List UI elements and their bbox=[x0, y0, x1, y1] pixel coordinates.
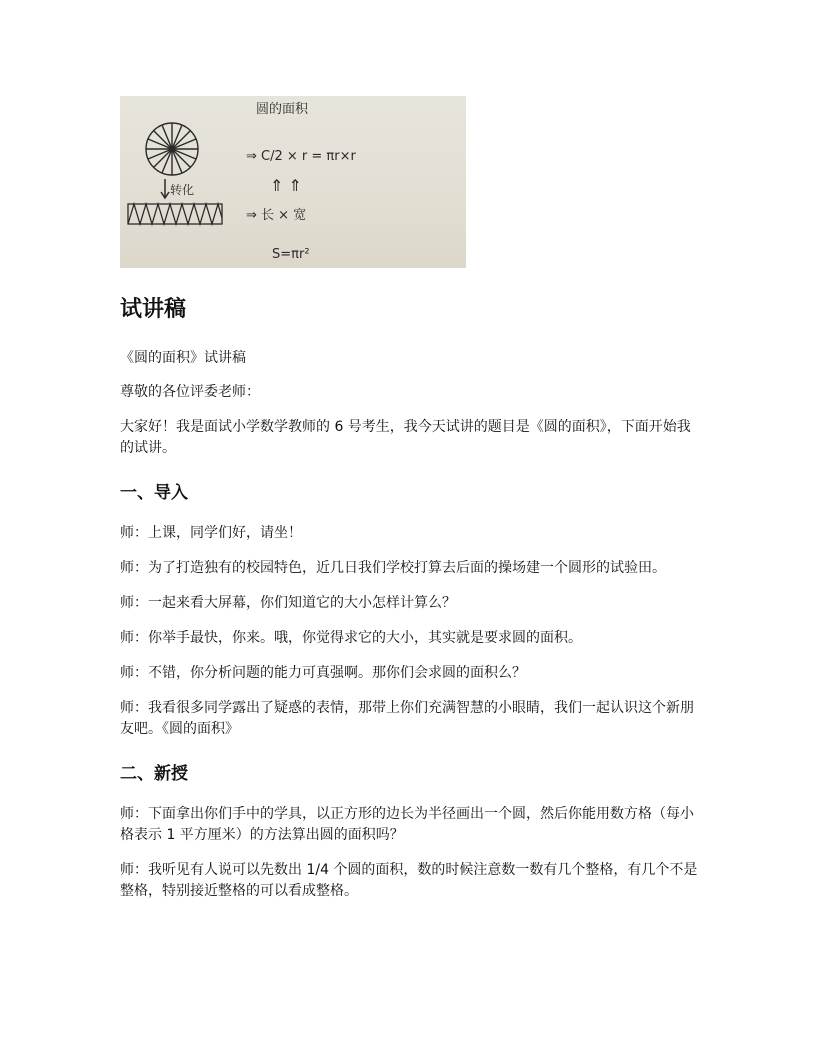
down-arrow-icon bbox=[161, 179, 169, 198]
up-arrows: ⇑ ⇑ bbox=[270, 176, 302, 195]
circle-area-sketch bbox=[120, 96, 466, 268]
greeting: 尊敬的各位评委老师： bbox=[120, 384, 260, 400]
section-heading-new-lesson: 二、新授 bbox=[120, 764, 188, 784]
paragraph: 师：为了打造独有的校园特色，近几日我们学校打算去后面的操场建一个圆形的试验田。 bbox=[120, 560, 666, 576]
intro-paragraph: 大家好！我是面试小学数学教师的 6 号考生，我今天试讲的题目是《圆的面积》，下面开始我的试讲。 bbox=[120, 419, 691, 456]
section-heading-intro: 一、导入 bbox=[120, 483, 188, 503]
paragraph: 师：不错，你分析问题的能力可真强啊。那你们会求圆的面积么？ bbox=[120, 665, 526, 681]
paragraph: 师：上课，同学们好，请坐！ bbox=[120, 525, 302, 541]
paragraph: 师：我听见有人说可以先数出 1/4 个圆的面积，数的时候注意数一数有几个整格，有几个不是整格，特别接近整格的可以看成整格。 bbox=[120, 862, 698, 899]
handwritten-figure bbox=[120, 96, 466, 268]
zigzag-rectangle bbox=[128, 204, 222, 224]
formula-top: ⇒ C/2 × r = πr×r bbox=[246, 149, 356, 164]
document-title: 试讲稿 bbox=[120, 297, 187, 322]
lesson-title: 《圆的面积》试讲稿 bbox=[120, 350, 246, 366]
formula-mid: ⇒ 长 × 宽 bbox=[246, 208, 307, 223]
paragraph: 师：下面拿出你们手中的学具，以正方形的边长为半径画出一个圆，然后你能用数方格（每小格表示 1 平方厘米）的方法算出圆的面积吗？ bbox=[120, 806, 694, 843]
paragraph: 师：我看很多同学露出了疑惑的表情，那带上你们充满智慧的小眼睛，我们一起认识这个新朋友吧。《圆的面积》 bbox=[120, 700, 694, 737]
formula-bottom: S=πr² bbox=[272, 247, 310, 262]
document-page bbox=[120, 96, 700, 902]
sector-circle bbox=[146, 123, 198, 175]
paragraph: 师：一起来看大屏幕，你们知道它的大小怎样计算么？ bbox=[120, 595, 456, 611]
figure-title: 圆的面积 bbox=[256, 102, 309, 117]
paragraph: 师：你举手最快，你来。哦，你觉得求它的大小，其实就是要求圆的面积。 bbox=[120, 630, 582, 646]
transform-label: 转化 bbox=[170, 183, 195, 197]
